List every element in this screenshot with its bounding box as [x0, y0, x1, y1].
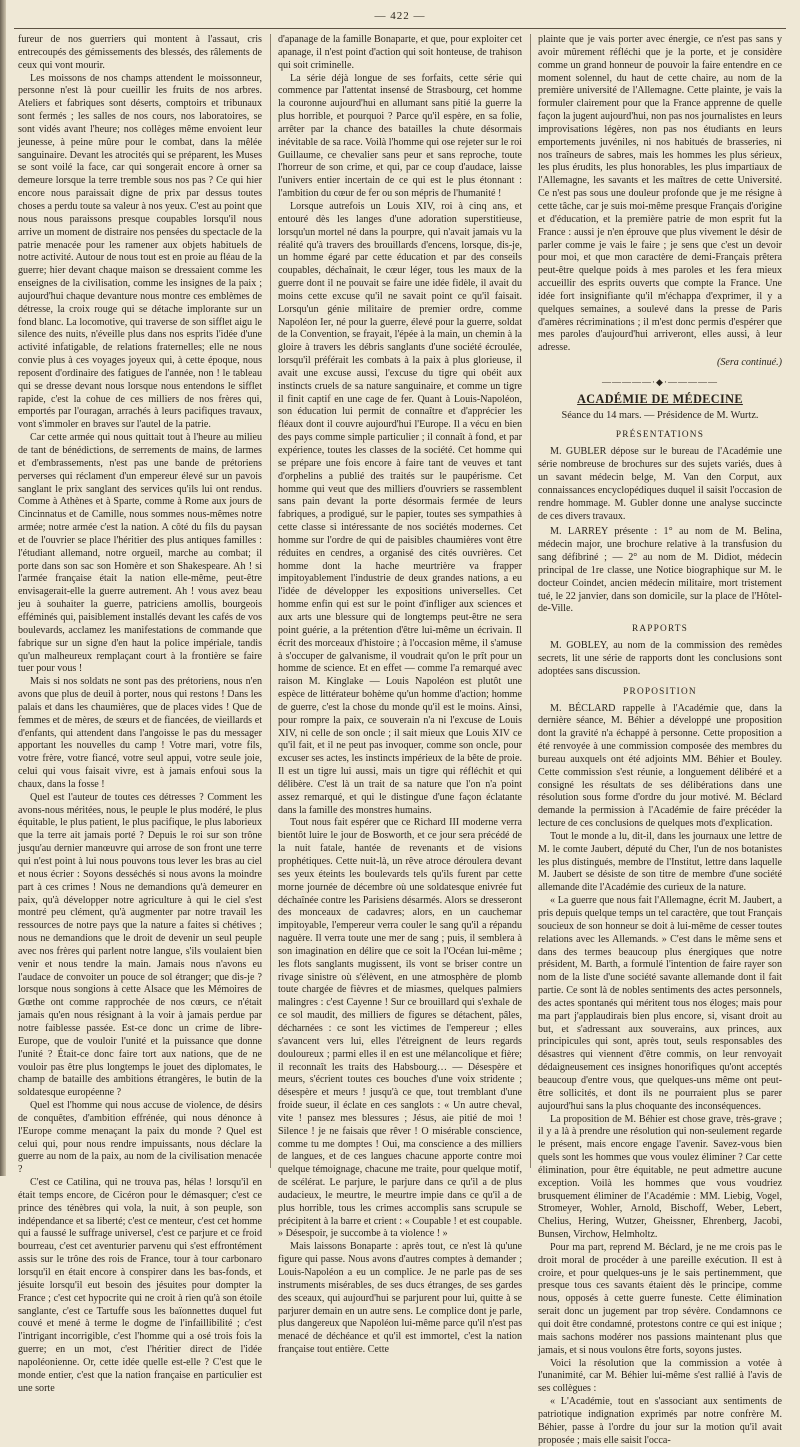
- paragraph: Tout nous fait espérer que ce Richard III moderne verra bientôt luire le jour de Bosworth, et ce jour sera précédé de la nuit fatale, hantée de revenants et de visions prophétiques. Cette nuit-là, un rêve atroce déroulera devant ses yeux éteints les boulevards tels qu'ils furent par cette morne journée de décembre où une soldatesque enivrée fut déchaînée contre les Parisiens désarmés. Alors se dresseront des monceaux de cadavres; alors, en un cauchemar impitoyable, l'empereur verra couler le sang qu'il a répandu naguère. Il verra toute une mer de sang ; puis, il semblera à son imagination en délire que ce soit la l'Océan lui-même ; les flots sanglants mugissent, ils vont se briser contre un rivage sinistre où s'élèvent, en une atmosphère de plomb toute chargée de fièvres et de miasmes, quelques palmiers malingres : c'est Cayenne ! Sur ce brouillard qui s'exhale de ce sol maudit, des milliers de figures se détachent, pâles, décharnées : ce sont les victimes de l'empereur ; elles s'avancent vers lui, elles l'étreignent de leurs regards douloureux ; parmi elles il en est une mélancolique et fière; il reconnaît les traits des Habsbourg… — Désespère et meurs, s'écrient toutes ces bouches d'une voix stridente ; désespère et meurs ! jusqu'à ce que, tout tremblant d'une froide sueur, il éclate en ces sanglots : « Un autre cheval, vite ! pansez mes blessures ; Jésus, aie pitié de moi ! Silence ! je ne faisais que rêver ! O misérable conscience, comme tu me domptes ! Oui, ma conscience a des milliers de langues, et de ces langues chacune apporte contre moi quelque témoignage, chacune me traite, pour quelque motif, de scélérat. Le parjure, le parjure dans ce qu'il a de plus audacieux, le meurtre, le meurtre impie dans ce qu'il a de plus horrible, tous les crimes accomplis sans scrupule se précipitent à la barre et crient : « Coupable ! et est coupable. » Désespoir, je succombe à ta violence ! »: [278, 817, 522, 1240]
- paragraph: Mais laissons Bonaparte : après tout, ce n'est là qu'une figure qui passe. Nous avons d'autres comptes à demander ; Louis-Napoléon a eu un complice. Je ne parle pas de ses instruments misérables, de ses ducs étranges, de ses gardes des sceaux, qui aujourd'hui se parjurent pour lui, quitte à se parjurer demain en un autre sens. Le complice dont je parle, plus dangereux que Napoléon lui-même parce qu'il n'est pas menacé de déchéance et qu'il est immortel, c'est la nation française tout entière. Cette: [278, 1241, 522, 1356]
- paragraph: Car cette armée qui nous quittait tout à l'heure au milieu de tant de bénédictions, de serrements de mains, de larmes et d'embrassements, n'est pas une bande de prétoriens perverses qui réclament d'un empereur élevé sur un pavois sanglant le prix sanglant des services qu'ils lui ont rendus. Comme à Athènes et à Sparte, comme à Rome aux jours de Cincinnatus et de Camille, nous sommes nous-mêmes notre armée; notre armée c'est la nation. A côté du fils du paysan et de l'ouvrier se place l'héritier des plus antiques familles : l'étudiant allemand, notre orgueil, marche au combat; il porte dans son sac son Homère et son Shakespeare. Ah ! si l'armée française était la nation elle-même, peut-être envisagerait-elle la guerre autrement. Ah ! vous avez beau jeu à souhaiter la guerre, patriciens amollis, bourgeois efféminés qui, paisiblement installés devant les cafés de vos boulevards, acclamez les manifestations de commande que fabrique sur un signe d'en haut la police impériale, tandis qu'un malheureux remplaçant court à la frontière se faire tuer pour vous !: [18, 432, 262, 675]
- subheading-rapports: RAPPORTS: [631, 624, 689, 635]
- column-middle: [278, 34, 522, 1356]
- continued-note: (Sera continué.): [716, 357, 782, 369]
- paragraph: fureur de nos guerriers qui montent à l'assaut, cris entrecoupés des gémissements des blessés, des râlements de ceux qui vont mourir.: [18, 34, 262, 71]
- paragraph: d'apanage de la famille Bonaparte, et que, pour exploiter cet apanage, il n'est point d'action qui soit honteuse, de trahison qui soit criminelle.: [278, 34, 522, 71]
- subheading-presentations: PRÉSENTATIONS: [615, 430, 705, 441]
- ornamental-separator: —————·◆·—————: [602, 376, 718, 387]
- column-rule-right: [530, 34, 531, 1168]
- subheading-proposition: PROPOSITION: [623, 686, 697, 697]
- paragraph: plainte que je vais porter avec énergie, ce n'est pas sans y avoir mûrement réfléchi que je la porte, et je considère comme un grand honneur de pouvoir la faire entendre en ce moment solennel, du haut de cette chaire, au nom de la première université de l'Allemagne. Cette plainte, je vais la formuler clairement pour que la France apprenne de quelle façon la jugent aujourd'hui, non pas nos journalistes en leurs improvisations légères, non pas nos étudiants en leurs emportements juvéniles, ni nos habitués de brasseries, ni nos traîneurs de sabres, mais les hommes les plus sérieux, les plus érudits, les plus honorables, les plus impartiaux de l'Allemagne, les savants et les maîtres de cette Université. Ce n'est pas sous une douleur profonde que je me résigne à cette tâche, car je suis moi-même presque Français d'origine et d'éducation, et la première patrie de mon esprit fut la France : aussi je n'en éprouve que plus vivement le désir de parler comme je vais le faire ; je sens que c'est un devoir pour moi, et que mon caractère de demi-Français prêtera peut-être quelque poids à mes paroles et les fera mieux accueillir des esprits ouverts que compte la France. Une idée fort insignifiante qu'il m'échappa d'exprimer, il y a quelques semaines, a soulevé dans la presse de Paris d'amères récriminations ; il m'est donc permis d'espérer que mes paroles d'aujourd'hui arriveront, elles aussi, à leur adresse.: [538, 34, 783, 354]
- paragraph: « L'Académie, tout en s'associant aux sentiments de patriotique indignation exprimés par notre confrère M. Béhier, passe à l'ordre du jour sur la motion qu'il avait proposée ; mais elle saisit l'occa-: [538, 1396, 782, 1446]
- paragraph: M. GUBLER dépose sur le bureau de l'Académie une série nombreuse de brochures sur des sujets variés, dues à un savant médecin belge, M. Van den Corput, aux connaissances encyclopédiques duquel il saisit l'occasion de rendre hommage. M. Gubler donne une analyse succincte de ces divers travaux.: [538, 446, 782, 522]
- paragraph: Mais si nos soldats ne sont pas des prétoriens, nous n'en avons que plus de deuil à porter, nous qui restons ! Dans les palais et dans les chaumières, que de places vides ! Que de femmes et de mères, de sœurs et de fiancées, de vieillards et d'enfants, qui attendent dans l'angoisse le pas du messager apportant les nouvelles du camp ! Votre mari, votre fils, votre frère, votre fiancé, votre seul appui, votre seule joie, celui qui vous faisait vivre, est à jamais enfoui sous la chaux, dans la fosse !: [18, 676, 262, 790]
- paragraph: Lorsque autrefois un Louis XIV, roi à cinq ans, et entouré dès les langes d'une adoration superstitieuse, lorsqu'un mortel né dans la pourpre, qui n'avait jamais vu la réalité qu'à travers des brouillards d'encens, lorsque, dis-je, un homme égaré par cette éducation et par des conseils coupables, déchaînait, le cœur léger, tous les maux de la guerre dont il ne pouvait se faire une idée fidèle, il avait du moins cette excuse qu'il ne savait point ce qu'il faisait. Lorsqu'un génie militaire de premier ordre, comme Napoléon Ier, né pour la guerre, élevé pour la guerre, soldat de la Convention, se frayait, l'épée à la main, un chemin à la gloire à travers les débris sanglants d'une société écroulée, lorsqu'il préférait les combats à la paix à plus glorieuse, il avait une excuse aussi, l'excuse du tigre qui obéit aux instincts cruels de sa nature sanguinaire, et comme un tigre il finit captif en une cage de fer. Quant à Louis-Napoléon, son éducation lui permit de connaître et d'apprécier les fléaux dont il couvre aujourd'hui l'Europe. Il a vécu en bien des pays comme simple particulier ; il connaît à fond, et par expérience, toutes les classes de la société. Cet homme qui se prépare une fois encore à faire tant de veuves et tant d'orphelins a publié des traités sur le paupérisme. Cet homme qui veut que des milliers d'ouvriers se rassemblent sans pain devant la porte désormais fermée de leurs fabriques, a prodigué, sur le papier, toutes ses sympathies à cette classe si intéressante de nos sociétés modernes. Cet homme sur l'ordre de qui de paisibles chaumières vont être réduites en cendres, a organisé des cités ouvrières. Cet homme dont la hache meurtrière va frapper impitoyablement l'industrie de deux grandes nations, a eu l'idée de développer les expositions universelles. Cet homme enfin qui est sur le point d'infliger aux sciences et aux arts une blessure qui de longtemps peut-être ne sera point guérie, a la prétention d'être lui-même un écrivain. Il écrit des morceaux d'histoire ; à l'occasion même, il s'amuse à s'occuper de galvanisme, il voudrait qu'on le prît pour un homme de science. Et en effet — comme l'a remarqué avec raison M. Kinglake — Louis Napoléon est plutôt une espèce de littérateur bohème qu'un homme d'action; homme de guerre, c'est la chose du monde qu'il est le moins. Ainsi, pour rompre la paix, ce souverain n'a ni l'excuse de Louis XIV, ni celle de son oncle ; il sait mieux que Louis XIV ce qu'il fait, et il ne peut pas invoquer, comme son oncle, pour excuser ses actes, les instincts impérieux de la bête de proie. Il est un tigre lui aussi, mais un tigre qui réfléchit et qui délibère. C'est là un trait de sa nature que l'on n'a point assez remarqué, et qui le distingue d'une façon éclatante dans la famille des monstres humains.: [278, 200, 522, 816]
- paragraph: « La guerre que nous fait l'Allemagne, écrit M. Jaubert, a pris depuis quelque temps un tel caractère, que tout Français soucieux de son honneur se doit à lui-même de cesser toutes relations avec les Allemands. » C'est dans le même sens et dans des termes beaucoup plus énergiques que notre président, M. Barth, a formulé l'intention de faire rayer son nom de la liste d'une société savante allemande dont il fait partie. Ce sont là de nobles sentiments des actes personnels, des actes spontanés qui méritent tous nos éloges; mais pour ma part j'applaudirais bien plus encore, si, visant droit au but, et s'adressant aux souverains, aux princes, aux principicules qui sont, après tout, seuls responsables des désastres qui viennent d'être commis, on leur renvoyait dédaigneusement ces insignes honorifiques qu'ont acceptés beaucoup d'entre vous, que quelques-uns même ont peut-être sollicités, et dont ils ne pourraient plus se parer aujourd'hui sans la plus choquante des inconséquences.: [538, 895, 782, 1112]
- paragraph: C'est ce Catilina, qui ne trouva pas, hélas ! lorsqu'il en était temps encore, de Cicéron pour le démasquer; c'est ce prince des ténèbres qui vola, la nuit, à son peuple, son indépendance et sa liberté; c'est ce menteur, c'est cet homme qui a faussé le suffrage universel, c'est ce parjure et ce froid bourreau, c'est cet aventurier parvenu qui s'est effrontément assis sur le trône des rois de France, tour à tour carbonaro lorsqu'il en était encore à conspirer dans les bas-fonds, et jésuite lorsqu'il eut besoin des jésuites pour dompter la France ; c'est cet hypocrite qui ne croit à rien qu'à son étoile sanglante, c'est ce Tartuffe sous les baïonnettes duquel fut couvé et mené à terme le dogme de l'infaillibilité ; c'est l'intrigant incorrigible, c'est l'homme qui a osé trois fois la guerre; en un mot, c'est l'héritier direct de l'idée napoléonienne. Or, cette idée quelle est-elle ? C'est que le monde entier, c'est que la nation française en particulier est une sorte: [18, 1177, 262, 1394]
- paragraph: Tout le monde a lu, dit-il, dans les journaux une lettre de M. le comte Jaubert, député du Cher, l'un de nos botanistes les plus distingués, membre de l'Institut, lettre dans laquelle M. Jaubert se désiste de son titre de membre d'une société allemande dite l'Académie des curieux de la nature.: [538, 830, 782, 894]
- paragraph: M. LARREY présente : 1° au nom de M. Belina, médecin major, une brochure relative à la transfusion du sang défibriné ; — 2° au nom de M. Didiot, médecin principal de 1re classe, une Notice biographique sur M. le docteur Coindet, ancien médecin militaire, mort tristement tué, le 22 janvier, dans son domicile, sur la place de l'Hôtel-de-Ville.: [538, 526, 782, 615]
- paragraph: Quel est l'auteur de toutes ces détresses ? Comment les avons-nous méritées, nous, le peuple le plus modéré, le plus équitable, le plus patient, le plus pacifique, le plus laborieux que la terre ait jamais porté ? Depuis le roi sur son trône jusqu'au dernier manœuvre qui arrose de son front une terre qui n'est point à lui nous pouvons tous lever les bras au ciel et nous écrier : Soyons desséchés si nous avons la moindre part à ces crimes ! Nous ne demandions qu'à demeurer en paix, qu'à développer notre agriculture à qui le ciel s'est montré peu clément, qu'à augmenter par notre travail les ressources de notre pays que la nature a faites si chétives ; nous ne demandions que le droit de devenir un seul peuple avec nos frères qui parlent notre langue, s'ils voulaient bien venir et nous tendre la main. Jamais nous n'avons eu l'audace de convoiter un pouce de sol étranger; que dis-je ? lorsque nous songions à cette Alsace que les Mémoires de Gœthe ont comme rapprochée de nos cœurs, ce n'était jamais qu'en nous résignant à la voir à jamais perdue par notre faiblesse passée. Est-ce donc un crime de libre-Europe, que de vouloir l'unité et la puissance que donne l'unité ? Était-ce donc faire tort aux nations, que de ne vouloir pas être plus longtemps le jouet des diplomates, le champ de bataille des ambitions étrangères, le butin de la soldatesque européenne ?: [18, 791, 262, 1099]
- paragraph: Voici la résolution que la commission a votée à l'unanimité, car M. Béhier lui-même s'est rallié à l'avis de ses collègues :: [538, 1357, 782, 1395]
- column-rule-left: [270, 34, 271, 1168]
- column-right: [538, 34, 783, 1446]
- paragraph: Pour ma part, reprend M. Béclard, je ne me crois pas le droit moral de procéder à une pareille exécution. Il est à croire, et pour quelques-uns je le sais pertinemment, que presque tous ces savants étaient dès le principe, comme nous, opposés à cette guerre funeste. Cette élimination serait donc un jugement par trop sévère. Condamnons ce qui doit être condamné, protestons contre ce qui est inique ; mais sachons modérer nos passions maintenant plus que jamais, et si nous voulons être forts, soyons justes.: [538, 1241, 782, 1356]
- paragraph: La proposition de M. Béhier est chose grave, très-grave ; il y a là à prendre une résolution qui non-seulement regarde le présent, mais encore engage l'avenir. Savez-vous bien quels sont les hommes que vous voulez éliminer ? Car cette élimination, pour être équitable, ne peut admettre aucune exception. Voilà les hommes que vous voudriez brusquement éliminer de l'Académie : MM. Liebig, Vogel, Stromeyer, Wohler, Arnold, Bischoff, Weber, Lebert, Chelius, Hering, Wutzer, Gheissner, Ehrenberg, Jacobi, Bunsen, Virchow, Helmholtz.: [538, 1113, 782, 1241]
- session-line: Séance du 14 mars. — Présidence de M. Wurtz.: [561, 409, 759, 421]
- column-left: [18, 34, 262, 1394]
- paragraph: La série déjà longue de ses forfaits, cette série qui commence par l'attentat insensé de Strasbourg, cet homme la couronne aujourd'hui en allumant sans pitié la guerre la plus horrible, et pourquoi ? Parce qu'il espère, en sa folie, arrêter par la chance des batailles la chute désormais inévitable de sa race. Voilà l'homme qui ose rejeter sur le roi Guillaume, ce chevalier sans peur et sans reproche, toute l'horreur de son crime, et qui, par ce coup d'audace, laisse l'univers entier incertain de ce qui est le plus étonnant : l'ambition du cœur de fer ou son mépris de l'humanité !: [278, 72, 522, 200]
- paragraph: M. GOBLEY, au nom de la commission des remèdes secrets, lit une série de rapports dont les conclusions sont adoptées sans discussion.: [538, 640, 782, 677]
- page-binding-edge: [0, 0, 6, 1176]
- paragraph: Les moissons de nos champs attendent le moissonneur, personne n'est là pour cueillir les fruits de nos arbres. Ateliers et fabriques sont déserts, comptoirs et tribunaux sont fermés ; les salles de nos cours, nos laboratoires, se sont vidés avant l'heure; nos collèges même envoient leur jeunesse, à peine mûre pour le combat, dans la mêlée sanguinaire. Devant les atrocités qui se préparent, les Muses se sont voilé la face, car qui songerait encore à orner sa demeure lorsque la terre tremble sous nos pas ? Ce qui hier encore nous paraissait digne de prix par dessus toutes choses a perdu toute sa valeur à nos yeux. C'est au point que nous nous paraissons presque coupables lorsqu'il nous arrive un moment de distraire nos pensées du spectacle de la patrie menacée pour les ramener aux objets habituels de notre activité. Autour de nous tout est en proie au fléau de la guerre; hier devant chaque maison se dressaient comme les enseignes de la civilisation, comme les insignes de la paix ; aujourd'hui chaque devanture nous montre ces emblèmes de détresse, la croix rouge qui se détache implorante sur un fond blanc. La locomotive, qui traverse de son sifflet aigu le silence des nuits, n'éveille plus dans nos esprits l'idée d'une activité infatigable, de relations fraternelles; elle ne nous convie plus à ces voyages joyeux qui, à cette époque, nous reposent d'ordinaire des fatigues de l'année, non ! le tableau qui se dresse devant nous lorsque nous entendons le sifflet rapide, c'est la cohue de ces milliers de nos frères qui, emportés par l'ouragan, arrachés à leurs pacifiques travaux, vont s'immoler en braves sur l'autel de la patrie.: [18, 72, 262, 431]
- paragraph: M. BÉCLARD rappelle à l'Académie que, dans la dernière séance, M. Béhier a développé une proposition dont la gravité n'a échappé à personne. Cette proposition a été renvoyée à une commission composée des membres du bureau auxquels ont été adjoints MM. Béhier et Bouley. Cette commission s'est réunie, a longuement délibéré et a consigné les résultats de ses délibérations dans une résolution sous forme d'ordre du jour motivé. M. Béclard demande la permission à l'Académie de faire précéder la lecture de ces conclusions de quelques mots d'explication.: [538, 702, 782, 830]
- page-header: [14, 8, 786, 29]
- paragraph: Quel est l'homme qui nous accuse de violence, de désirs de conquêtes, d'ambition effrénée, qui nous dénonce à l'Europe comme menaçant la paix du monde ? Quel est celui qui, pour nous rendre impuissants, nous déclare la guerre au nom de la paix, au nom de la civilisation menacée ?: [18, 1100, 262, 1176]
- section-title: ACADÉMIE DE MÉDECINE: [577, 391, 743, 406]
- page-number: — 422 —: [374, 10, 426, 22]
